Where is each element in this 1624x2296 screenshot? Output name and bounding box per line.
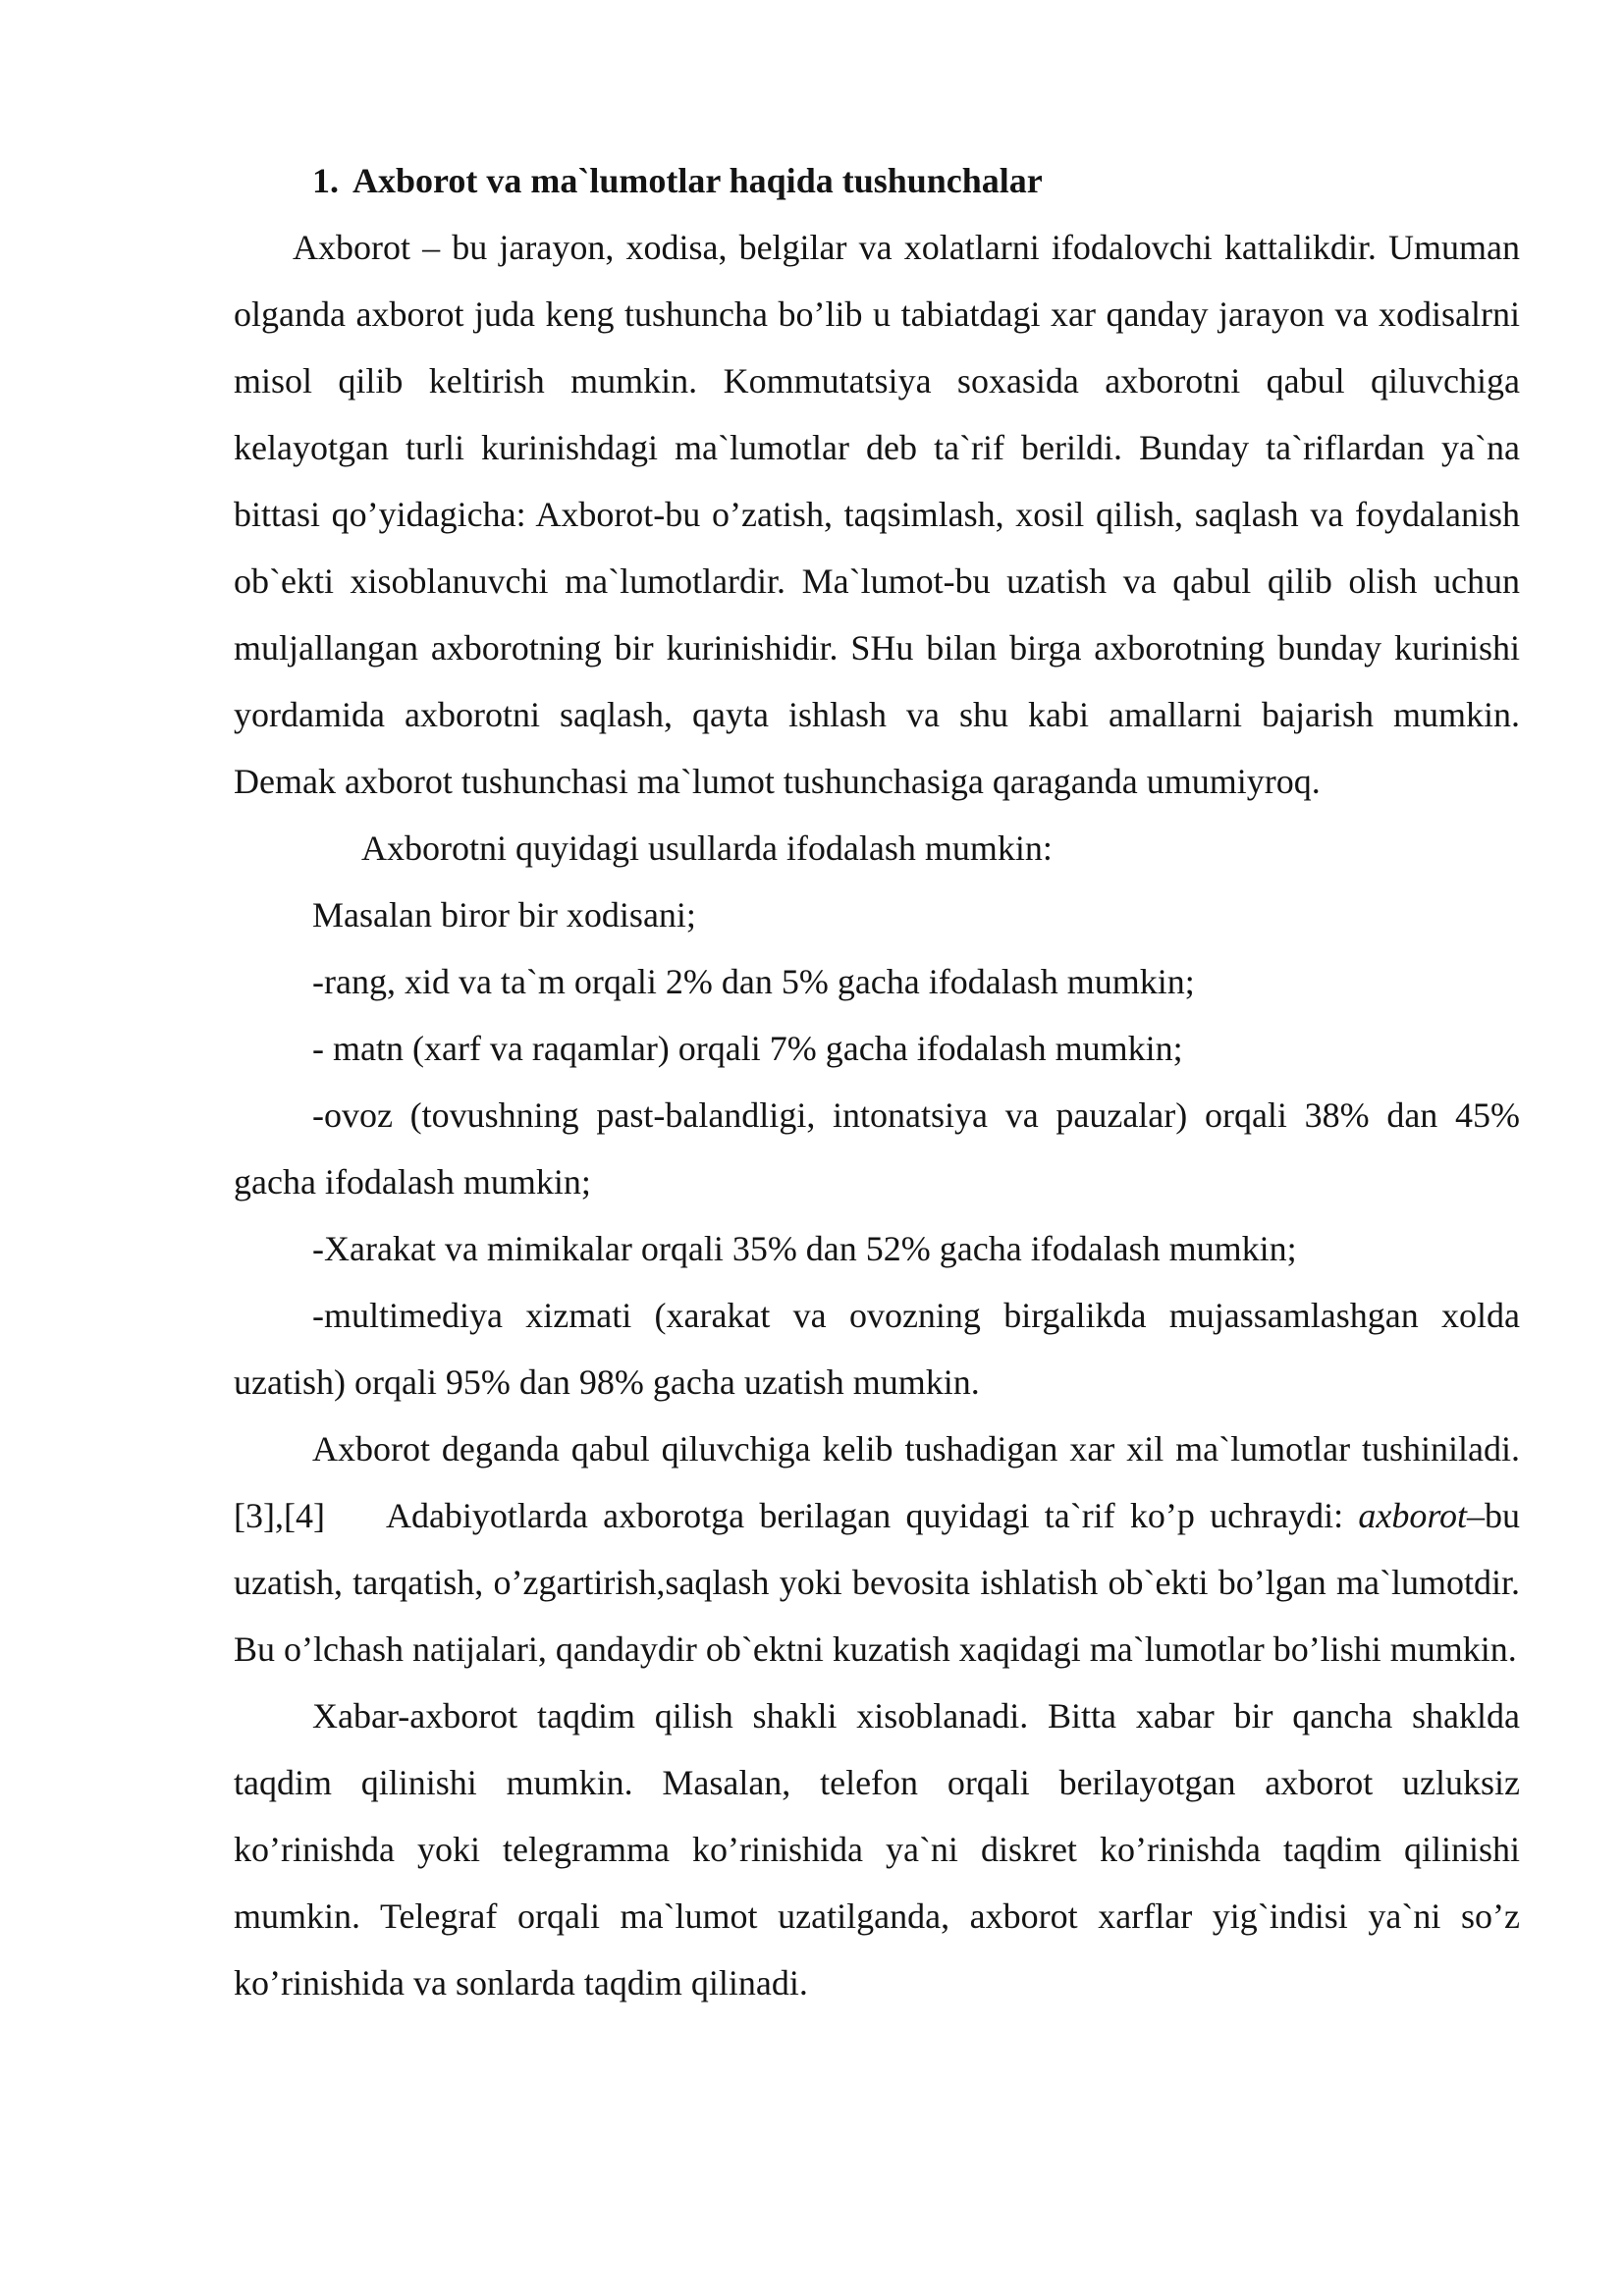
paragraph-literature-definition [234,1415,1520,1682]
paragraph-literature-part3: –bu uzatish, tarqatish, o’zgartirish,saqlash yoki bevosita ishlatish ob`ekti bo’lgan ma`lumotdir. Bu o’lchash natijalari, qandaydir ob`ektni kuzatish xaqidagi ma`lumotlar bo’lishi mumkin. [234,1496,1520,1669]
list-item-voice: -ovoz (tovushning past-balandligi, intonatsiya va pauzalar) orqali 38% dan 45% gacha ifodalash mumkin; [234,1095,1520,1201]
paragraph-message-forms: Xabar-axborot taqdim qilish shakli xisoblanadi. Bitta xabar bir qancha shaklda taqdim qilinishi mumkin. Masalan, telefon orqali berilayotgan axborot uzluksiz ko’rinishda yoki telegramma ko’rinishida ya`ni diskret ko’rinishda taqdim qilinishi mumkin. Telegraf orqali ma`lumot uzatilganda, axborot xarflar yig`indisi ya`ni so’z ko’rinishida va sonlarda taqdim qilinadi. [234,1696,1520,2002]
paragraph-example: Masalan biror bir xodisani; [312,895,696,934]
list-item-motion: -Xarakat va mimikalar orqali 35% dan 52% gacha ifodalash mumkin; [312,1229,1297,1268]
document-page [234,147,1520,2016]
paragraph-definition: Axborot – bu jarayon, xodisa, belgilar va xolatlarni ifodalovchi kattalikdir. Umuman olganda axborot juda keng tushuncha bo’lib u tabiatdagi xar qanday jarayon va xodisalrni misol qilib keltirish mumkin. Kommutatsiya soxasida axborotni qabul qiluvchiga kelayotgan turli kurinishdagi ma`lumotlar deb ta`rif berildi. Bunday ta`riflardan ya`na bittasi qo’yidagicha: Axborot-bu o’zatish, taqsimlash, xosil qilish, saqlash va foydalanish ob`ekti xisoblanuvchi ma`lumotlardir. Ma`lumot-bu uzatish va qabul qilib olish uchun muljallangan axborotning bir kurinishidir. SHu bilan birga axborotning bunday kurinishi yordamida axborotni saqlash, qayta ishlash va shu kabi amallarni bajarish mumkin. Demak axborot tushunchasi ma`lumot tushunchasiga qaraganda umumiyroq. [234,228,1520,801]
list-item-color-smell-taste: -rang, xid va ta`m orqali 2% dan 5% gacha ifodalash mumkin; [312,962,1195,1001]
term-axborot: axborot [1358,1496,1467,1535]
list-item-text: - matn (xarf va raqamlar) orqali 7% gacha ifodalash mumkin; [312,1029,1183,1068]
section-heading [234,147,1520,214]
paragraph-literature-part2: Adabiyotlarda axborotga berilagan quyidagi ta`rif ko’p uchraydi: [385,1496,1359,1535]
paragraph-methods-intro: Axborotni quyidagi usullarda ifodalash mumkin: [361,828,1053,868]
list-item-multimedia: -multimediya xizmati (xarakat va ovozning birgalikda mujassamlashgan xolda uzatish) orqali 95% dan 98% gacha uzatish mumkin. [234,1296,1520,1402]
paragraph-literature-part1: Axborot deganda qabul qiluvchiga kelib tushadigan xar xil ma`lumotlar tushiniladi.[3],[4] [234,1429,1520,1535]
heading-title: Axborot va ma`lumotlar haqida tushunchalar [352,161,1043,200]
heading-number: 1. [312,161,339,200]
